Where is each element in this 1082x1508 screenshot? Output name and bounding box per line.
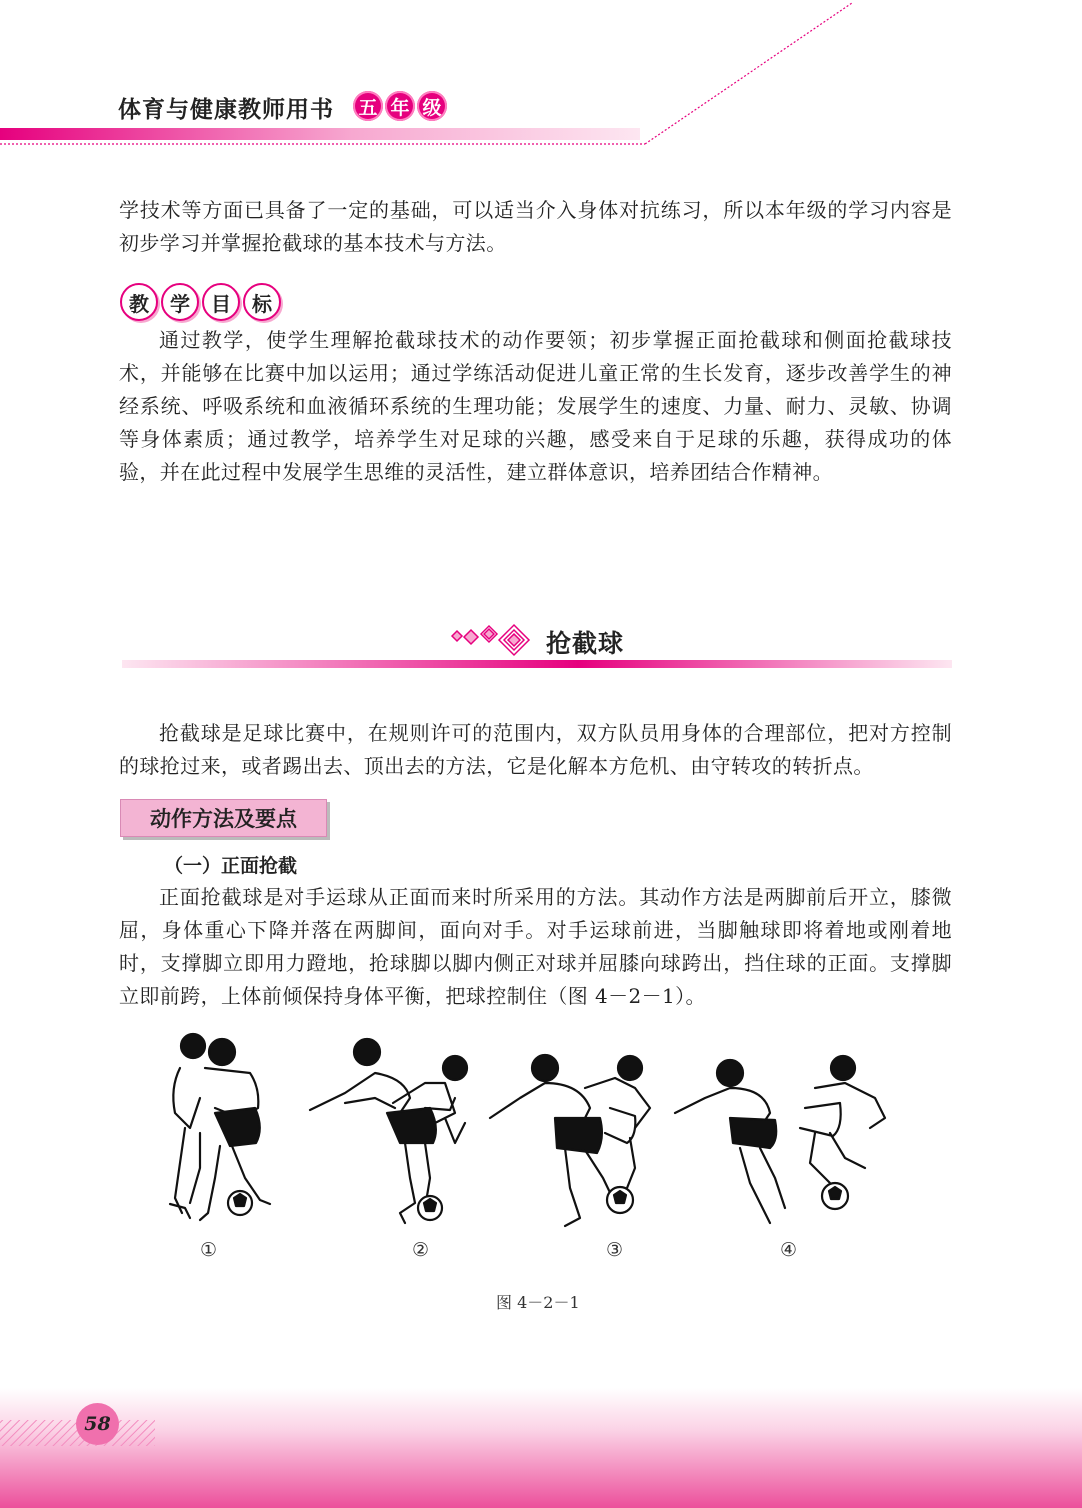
method-heading: 动作方法及要点 (120, 799, 327, 837)
badge-char: 目 (202, 283, 240, 321)
figure-label: ① (200, 1239, 218, 1261)
section-definition: 抢截球是足球比赛中，在规则许可的范围内，双方队员用身体的合理部位，把对方控制的球抢过来，或者踢出去、顶出去的方法，它是化解本方危机、由守转攻的转折点。 (119, 721, 952, 778)
tackle-illustration-3 (490, 1055, 650, 1226)
figure-label: ② (412, 1239, 430, 1261)
page-number: 58 (76, 1403, 119, 1445)
section-divider (122, 660, 952, 669)
tackle-illustration-1 (170, 1034, 270, 1220)
tackle-illustration-2 (310, 1039, 467, 1223)
figure-label: ④ (780, 1239, 798, 1261)
grade-badge (353, 91, 447, 121)
section-title: 抢截球 (546, 629, 625, 658)
teaching-goals-text: 通过教学，使学生理解抢截球技术的动作要领；初步掌握正面抢截球和侧面抢截球技术，并能够在比赛中加以运用；通过学练活动促进儿童正常的生长发育，逐步改善学生的神经系统、呼吸系统和血液循环系统的生理功能；发展学生的速度、力量、耐力、灵敏、协调等身体素质；通过教学，培养学生对足球的兴趣，感受来自于足球的乐趣，获得成功的体验，并在此过程中发展学生思维的灵活性，建立群体意识，培养团结合作精神。 (119, 328, 952, 484)
grade-char: 级 (417, 91, 447, 121)
badge-char: 标 (243, 283, 281, 321)
figure-caption: 图 4－2－1 (496, 1293, 580, 1312)
figure-label: ③ (606, 1239, 624, 1261)
subsection-title: （一）正面抢截 (164, 855, 298, 877)
badge-char: 学 (161, 283, 199, 321)
subsection-text: 正面抢截球是对手运球从正面而来时所采用的方法。其动作方法是两脚前后开立，膝微屈，身体重心下降并落在两脚间，面向对手。对手运球前进，当脚触球即将着地或刚着地时，支撑脚立即用力蹬地，抢球脚以脚内侧正对球并屈膝向球跨出，挡住球的正面。支撑脚立即前跨，上体前倾保持身体平衡，把球控制住（图 4－2－1）。 (119, 885, 952, 1008)
diamond-ornament-icon (444, 622, 534, 662)
tackle-figure (150, 1028, 930, 1238)
teaching-goals-badge (120, 283, 281, 321)
grade-char: 五 (353, 91, 383, 121)
tackle-illustration-4 (675, 1056, 885, 1223)
intro-paragraph: 学技术等方面已具备了一定的基础，可以适当介入身体对抗练习，所以本年级的学习内容是初步学习并掌握抢截球的基本技术与方法。 (119, 198, 952, 255)
badge-char: 教 (120, 283, 158, 321)
footer-decoration (0, 1388, 1082, 1508)
book-title: 体育与健康教师用书 (118, 96, 334, 123)
grade-char: 年 (385, 91, 415, 121)
header-decoration (0, 0, 1082, 150)
